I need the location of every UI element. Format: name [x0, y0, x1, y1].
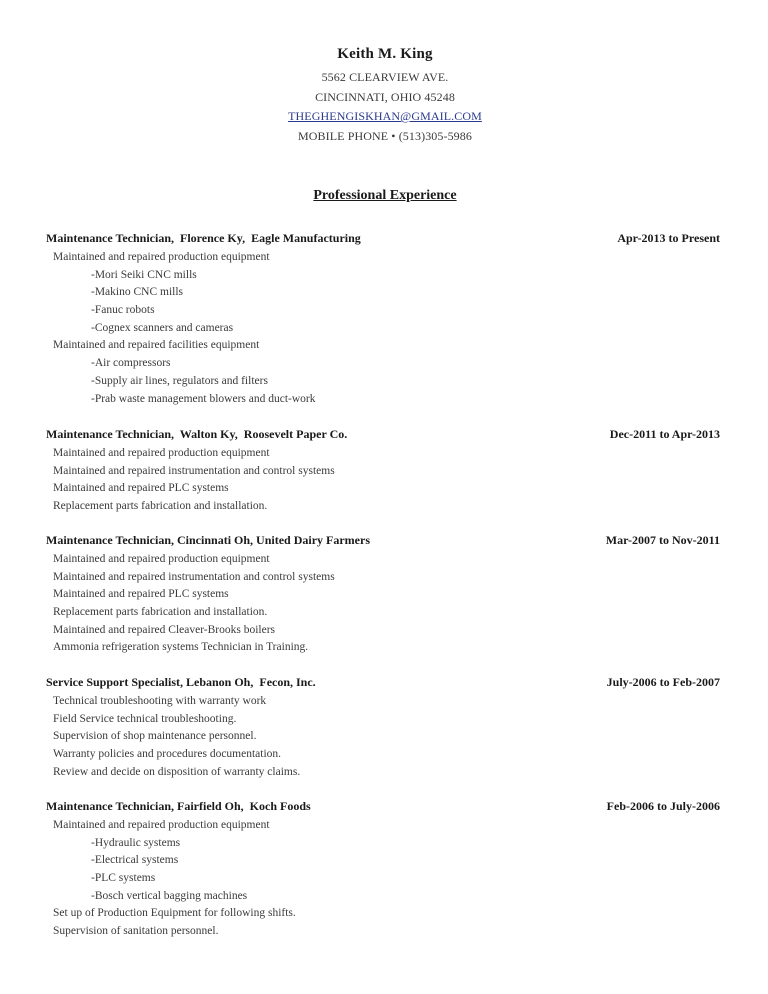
- job-header: [46, 799, 720, 817]
- job-duty: Replacement parts fabrication and installation.: [53, 500, 268, 513]
- job-sub-item: -Hydraulic systems: [91, 836, 181, 849]
- section-title: Professional Experience: [313, 188, 457, 203]
- job-sub-item: -Bosch vertical bagging machines: [91, 889, 248, 902]
- job-duty: Maintained and repaired production equipment: [53, 553, 270, 565]
- job-duty: Maintained and repaired production equipment: [53, 819, 270, 831]
- job-sub-item: -Cognex scanners and cameras: [91, 321, 234, 334]
- job-dates: Mar-2007 to Nov-2011: [605, 533, 720, 547]
- job-duty: Maintained and repaired instrumentation and control systems: [53, 570, 335, 583]
- job-header: [46, 533, 720, 551]
- job-duty: Field Service technical troubleshooting.: [53, 712, 237, 725]
- job-duty: Maintained and repaired production equipment: [53, 251, 270, 263]
- job-sub-item: -Air compressors: [91, 357, 171, 370]
- job-duty: Review and decide on disposition of warranty claims.: [53, 765, 301, 778]
- candidate-name: Keith M. King: [337, 46, 433, 62]
- job-entry: [46, 231, 720, 408]
- job-sub-item: -Mori Seiki CNC mills: [91, 268, 197, 281]
- job-duty: Technical troubleshooting with warranty work: [53, 695, 267, 707]
- job-title: Maintenance Technician, Cincinnati Oh, United Dairy Farmers: [46, 533, 370, 547]
- job-sub-item: -Prab waste management blowers and duct-work: [91, 392, 316, 405]
- job-duty: Ammonia refrigeration systems Technician in Training.: [53, 641, 309, 654]
- job-duty: Set up of Production Equipment for following shifts.: [53, 907, 296, 920]
- job-header: [46, 231, 720, 249]
- job-duty: Maintained and repaired PLC systems: [53, 482, 229, 495]
- job-sub-item: -Electrical systems: [91, 854, 179, 867]
- email-link[interactable]: THEGHENGISKHAN@GMAIL.COM: [288, 109, 482, 123]
- job-dates: July-2006 to Feb-2007: [606, 675, 720, 689]
- job-duty: Maintained and repaired production equipment: [53, 447, 270, 459]
- city-line: CINCINNATI, OHIO 45248: [315, 90, 455, 104]
- address-line: 5562 CLEARVIEW AVE.: [321, 70, 449, 84]
- job-dates: Dec-2011 to Apr-2013: [609, 427, 720, 441]
- job-title: Maintenance Technician, Fairfield Oh, Koch Foods: [46, 799, 311, 813]
- job-dates: Apr-2013 to Present: [617, 231, 720, 245]
- job-entry: [46, 799, 720, 941]
- job-sub-item: -Makino CNC mills: [91, 286, 184, 299]
- job-duty: Supervision of shop maintenance personnel.: [53, 730, 257, 743]
- job-sub-item: -Fanuc robots: [91, 304, 155, 317]
- job-title: Maintenance Technician, Walton Ky, Roosevelt Paper Co.: [46, 427, 348, 441]
- job-title: Maintenance Technician, Florence Ky, Eagle Manufacturing: [46, 231, 361, 245]
- job-entry: [46, 675, 720, 781]
- job-dates: Feb-2006 to July-2006: [606, 799, 720, 813]
- job-entry: [46, 427, 720, 516]
- job-duty: Supervision of sanitation personnel.: [53, 925, 219, 938]
- job-header: [46, 675, 720, 693]
- job-duty: Maintained and repaired Cleaver-Brooks boilers: [53, 623, 276, 636]
- job-sub-item: -Supply air lines, regulators and filters: [91, 374, 268, 387]
- job-duty: Maintained and repaired PLC systems: [53, 588, 229, 601]
- job-duty: Maintained and repaired instrumentation and control systems: [53, 464, 335, 477]
- job-duty: Replacement parts fabrication and installation.: [53, 606, 268, 619]
- job-entry: [46, 533, 720, 657]
- job-title: Service Support Specialist, Lebanon Oh, Fecon, Inc.: [46, 675, 316, 689]
- job-header: [46, 427, 720, 445]
- job-duty: Maintained and repaired facilities equipment: [53, 339, 260, 352]
- phone-line: MOBILE PHONE • (513)305-5986: [298, 129, 472, 143]
- job-duty: Warranty policies and procedures documentation.: [53, 748, 282, 761]
- job-sub-item: -PLC systems: [91, 872, 156, 885]
